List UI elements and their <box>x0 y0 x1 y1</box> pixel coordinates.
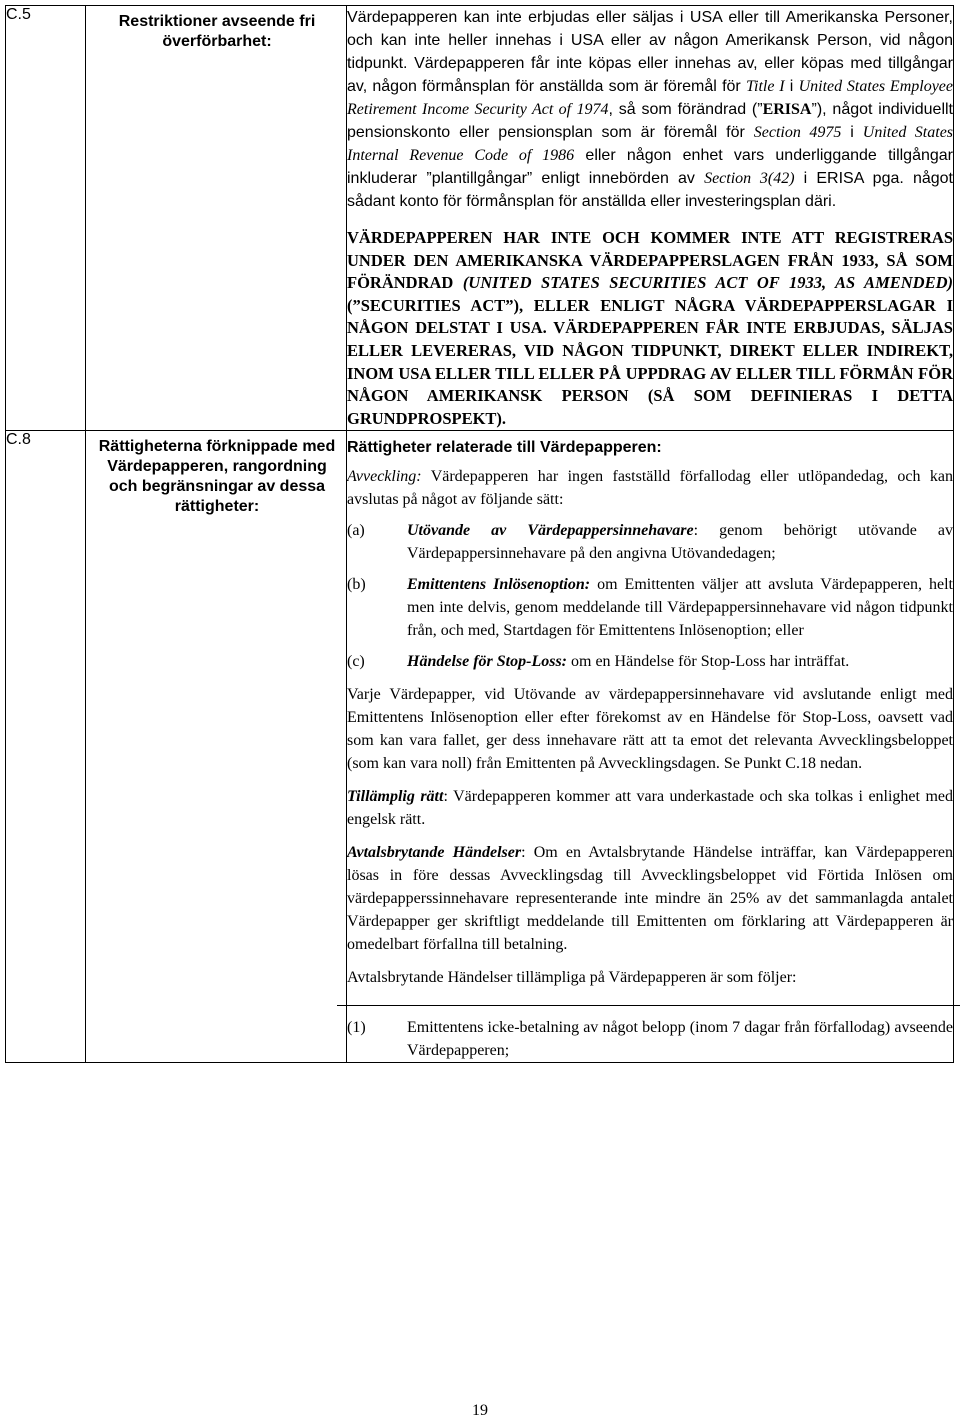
text-span: om en Händelse för Stop-Loss har inträffat. <box>567 653 850 671</box>
restrictions-paragraph <box>347 6 953 213</box>
row-c8 <box>6 431 954 1063</box>
list-item <box>347 1016 953 1062</box>
list-item-label: (a) <box>347 522 365 540</box>
bold-italic-term: Tillämplig rätt <box>347 788 444 806</box>
italic-term: Section 3(42) <box>704 170 795 187</box>
divider <box>337 1005 960 1006</box>
italic-term: Section 4975 <box>753 124 842 141</box>
element-heading-cell <box>86 431 347 1063</box>
text-span: ”), något individuellt pensionskonto eller pensionsplan som är föremål för <box>347 101 953 141</box>
element-number: C.8 <box>6 431 86 1063</box>
italic-term: Title I <box>745 78 785 95</box>
events-list-intro: Avtalsbrytande Händelser tillämpliga på Värdepapperen är som följer: <box>347 969 797 987</box>
settlement-paragraph <box>347 465 953 511</box>
list-item-text <box>407 650 953 673</box>
list-item-text <box>407 519 953 565</box>
text-span: Värdepapperen kan inte erbjudas eller säljas i USA eller till Amerikanska Personer, och kan inte heller innehas i USA eller av någon Amerikansk Person, vid någon tidpunkt. Värdepapperen får inte köpas eller innehas av, eller köpas med tillgångar av, någon förmånsplan för anställda som är föremål för <box>347 9 953 95</box>
settlement-rights-paragraph: Varje Värdepapper, vid Utövande av värdepappersinnehavare vid avslutande enligt med Emittentens Inlösenoption eller efter förekomst av en Händelse för Stop-Loss, oavsett vad som kan vara fallet, ger dess innehavare rätt att ta emot det relevanta Avvecklingsbeloppet (som kan vara noll) från Emittenten på Avvecklingsdagen. Se Punkt C.18 nedan. <box>347 686 953 773</box>
list-item <box>347 519 953 565</box>
text-span: : Värdepapperen kommer att vara underkastade och ska tolkas i enlighet med engelsk rätt. <box>347 788 953 829</box>
page-number: 19 <box>472 1402 488 1419</box>
securities-act-notice <box>347 227 953 430</box>
list-item-text: Emittentens icke-betalning av något belopp (inom 7 dagar från förfallodag) avseende Värdepapperen; <box>407 1019 953 1060</box>
governing-law-paragraph <box>347 785 953 831</box>
text-span: Värdepapperen har ingen fastställd förfallodag eller utlöpandedag, och kan avslutas på något av följande sätt: <box>347 468 953 509</box>
italic-term: United States Internal Revenue Code of 1986 <box>347 124 954 164</box>
bold-italic-term: Emittentens Inlösenoption: <box>407 576 591 594</box>
italic-term: United States Employee Retirement Income Security Act of 1974 <box>347 78 954 118</box>
bold-italic-term: Händelse för Stop-Loss: <box>407 653 567 671</box>
element-heading: Restriktioner avseende fri överförbarhet: <box>118 13 316 50</box>
element-number: C.5 <box>6 6 86 431</box>
row-c5 <box>6 6 954 431</box>
element-content <box>347 431 954 1063</box>
italic-term: Avveckling: <box>347 468 422 486</box>
text-span: om Emittenten väljer att avsluta Värdepapperen, helt men inte delvis, genom meddelande till Värdepappersinnehavare vid någon tidpunkt från, och med, Startdagen för Emittentens Inlösenoption; eller <box>407 576 953 640</box>
text-span: : genom behörigt utövande av Värdepappersinnehavare på den angivna Utövandedagen; <box>407 522 954 563</box>
text-span: : Om en Avtalsbrytande Händelse inträffar, kan Värdepapperen lösas in före dessas Avvecklingsdag till Avvecklingsbeloppet vid Förtida Inlösen om värdepapperssinnehavare representerande inte mindre än 25% av det sammanlagda antalet Värdepapper ger skriftligt meddelande till Emittenten om förklaring att Värdepapperen är omedelbart förfallna till betalning. <box>347 844 954 954</box>
events-of-default-paragraph <box>347 841 953 956</box>
element-heading: Rättigheterna förknippade med Värdepapperen, rangordning och begränsningar av dessa rättigheter: <box>98 438 336 516</box>
element-heading-cell <box>86 6 347 431</box>
text-span: i <box>841 124 863 141</box>
text-span: eller någon enhet vars underliggande tillgångar inkluderar ”plantillgångar” enligt innebörden av <box>347 147 954 187</box>
rights-subheading: Rättigheter relaterade till Värdepapperen: <box>347 439 662 457</box>
list-item-label: (1) <box>347 1019 366 1037</box>
list-item-label: (b) <box>347 576 366 594</box>
text-span: i <box>784 78 799 95</box>
list-item-text <box>407 573 953 642</box>
list-item <box>347 650 953 673</box>
bold-italic-term: Utövande av Värdepappersinnehavare <box>407 522 694 540</box>
bold-italic-term: Avtalsbrytande Händelser <box>347 844 522 862</box>
list-item <box>347 573 953 642</box>
summary-table <box>5 5 954 1063</box>
bold-term: ERISA <box>762 101 812 118</box>
list-item-label: (c) <box>347 653 365 671</box>
text-span: VÄRDEPAPPEREN HAR INTE OCH KOMMER INTE ATT REGISTRERAS UNDER DEN AMERIKANSKA VÄRDEPAPPERSLAGEN FRÅN 1933, SÅ SOM FÖRÄNDRAD <box>347 228 953 293</box>
italic-term: (UNITED STATES SECURITIES ACT OF 1933, AS AMENDED) <box>462 273 953 293</box>
text-span: (”SECURITIES ACT”), ELLER ENLIGT NÅGRA VÄRDEPAPPERSLAGAR I NÅGON DELSTAT I USA. VÄRDEPAPPEREN FÅR INTE ERBJUDAS, SÄLJAS ELLER LEVERERAS, VID NÅGON TIDPUNKT, DIREKT ELLER INDIREKT, INOM USA ELLER TILL ELLER PÅ UPPDRAG AV ELLER TILL FÖRMÅN FÖR NÅGON AMERIKANSK PERSON (SÅ SOM DEFINIERAS I DETTA GRUNDPROSPEKT). <box>347 295 953 428</box>
text-span: i ERISA pga. något sådant konto för förmånsplan för anställda eller investeringsplan däri. <box>347 170 953 210</box>
text-span: , så som förändrad (” <box>608 101 763 118</box>
element-content <box>347 6 954 431</box>
